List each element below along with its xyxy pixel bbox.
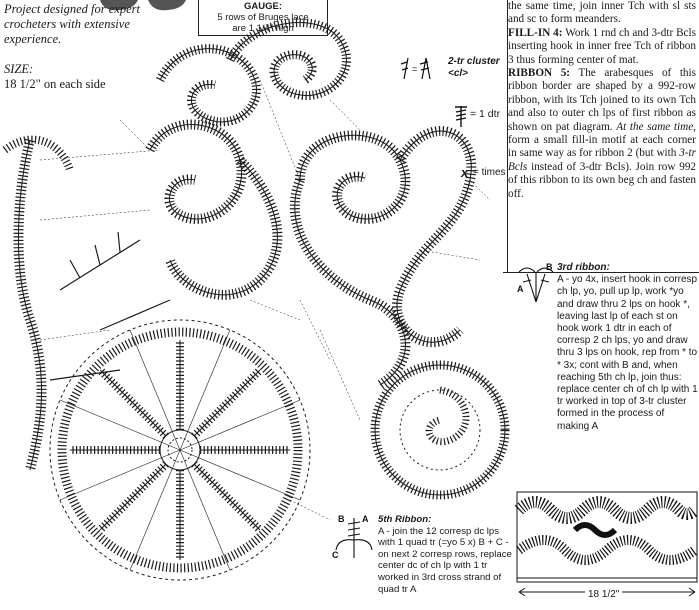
ribbon5-label: RIBBON 5: bbox=[508, 67, 571, 80]
ribbon5-label-c: C bbox=[332, 550, 339, 560]
ribbon5-text3: instead of 3-dtr Bcls). Join row 992 of this ribbon to its own beg ch and fasten off. bbox=[508, 160, 697, 200]
ribbon3-text: A - yo 4x, insert hook in corresp ch lp, yo, pull up lp, work *yo and draw thru 2 lps on hook *, leaving last lp of each st on hook work 1 dtr in each of corresp 2 ch lps, yo and draw thru 3 lps on hook, rep from * to * 3x; cont with B and, when reaching 5th ch lp, join thus: replace center ch of ch lp with 1 tr worked in top of 3-tr cluster formed in the process of making A bbox=[557, 274, 698, 432]
ribbon5-italic: At the same time, bbox=[616, 120, 696, 133]
legend-x-symbol: x bbox=[461, 165, 469, 180]
ribbon5-text-block: A - join the 12 corresp dc lps with 1 quad tr (=yo 5 x) B + C - on next 2 corresp rows, replace center dc of ch lp with 1 tr worked in 3rd cross strand of quad tr A bbox=[378, 525, 512, 595]
legend-times: = times bbox=[473, 167, 506, 178]
gauge-line1: 5 rows of Bruges lace bbox=[217, 12, 309, 23]
instruction-p1: the same time, join inner Tch with sl sts and sc to form meanders. bbox=[508, 0, 696, 26]
ribbon5-text: The arabesques of this ribbon border are shaped by a 992-row ribbon, with its Tch joined to its own Tch and also to outer ch lps of first ribbon as shown on pat diagram. bbox=[508, 67, 696, 133]
ribbon5-label-b: B bbox=[338, 514, 345, 524]
ribbon5-label-a: A bbox=[362, 514, 369, 524]
ribbon5-title: 5th Ribbon: bbox=[378, 514, 432, 525]
ribbon5-italic2: 3-tr Bcls bbox=[508, 147, 697, 173]
fill-in-4-label: FILL-IN 4: bbox=[508, 26, 563, 39]
ribbon3-label-b: B bbox=[546, 262, 553, 272]
dimension-label: 18 1/2" bbox=[585, 589, 622, 600]
legend-dtr: = 1 dtr bbox=[470, 108, 501, 120]
ribbon5-text2: form a small fill-in motif at each corner in same way as for ribbon 2 (but with bbox=[508, 134, 696, 160]
ribbon3-label-a: A bbox=[517, 284, 524, 294]
corner-inset-diagram bbox=[515, 490, 699, 585]
gauge-title: GAUGE: bbox=[244, 1, 282, 12]
svg-text:=: = bbox=[412, 64, 418, 74]
legend-cluster: 2-tr cluster <cl> bbox=[448, 56, 500, 79]
size-label: SIZE: bbox=[4, 62, 34, 76]
fill-in-4-text: Work 1 rnd ch and 3-dtr Bcls inserting hook in inner free Tch of ribbon 3 thus forming center of mat. bbox=[508, 26, 696, 66]
intro-text: Project designed for expert crocheters with extensive experience. bbox=[4, 2, 140, 46]
gauge-line2: are 1 1/4" high bbox=[232, 23, 294, 34]
ribbon3-title: 3rd ribbon: bbox=[557, 262, 610, 273]
size-value: 18 1/2" on each side bbox=[4, 77, 106, 91]
